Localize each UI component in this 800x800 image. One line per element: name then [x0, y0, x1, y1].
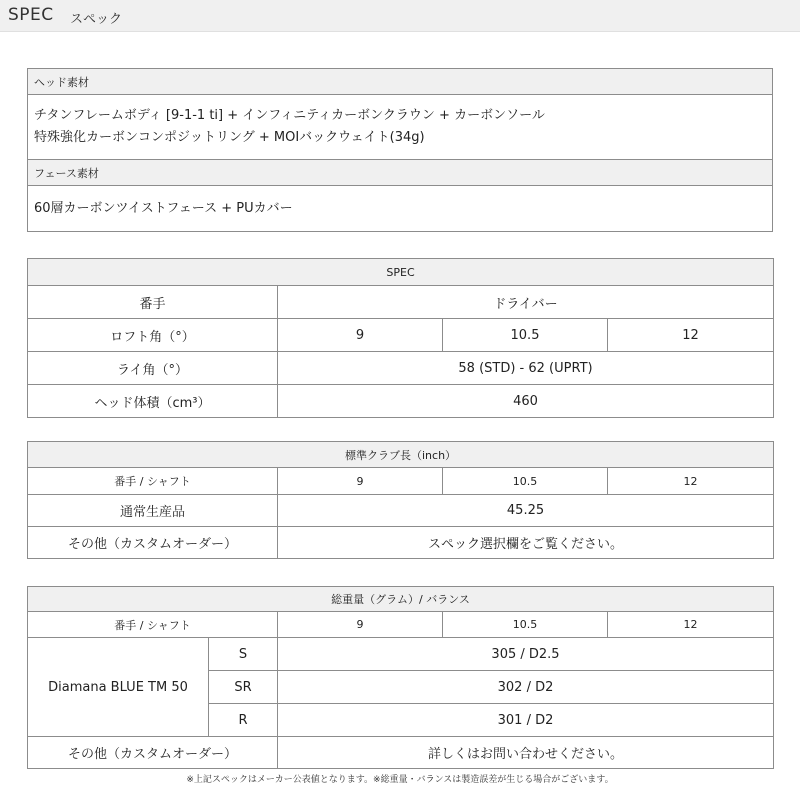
spec-loft-value: 9: [278, 319, 443, 352]
head-material-label: ヘッド素材: [28, 69, 773, 95]
page-header: [0, 0, 800, 32]
club-length-table: [27, 441, 774, 559]
spec-loft-value: 12: [608, 319, 774, 352]
head-material-value: [28, 95, 773, 160]
weight-flex-label: R: [209, 704, 278, 737]
weight-flex-value: 302 / D2: [278, 671, 774, 704]
club-length-loft: 9: [278, 468, 443, 495]
weight-custom-label: その他（カスタムオーダー）: [28, 737, 278, 769]
weight-loft: 9: [278, 612, 443, 638]
spec-table-title: SPEC: [28, 259, 774, 286]
weight-header-label: 番手 / シャフト: [28, 612, 278, 638]
weight-flex-value: 305 / D2.5: [278, 638, 774, 671]
materials-table: [27, 68, 773, 232]
weight-flex-label: SR: [209, 671, 278, 704]
head-material-line-1: チタンフレームボディ [9-1-1 ti] + インフィニティカーボンクラウン + カーボンソール: [34, 108, 545, 123]
spec-count-value: ドライバー: [278, 286, 774, 319]
club-length-standard-value: 45.25: [278, 495, 774, 527]
weight-flex-label: S: [209, 638, 278, 671]
face-material-value: 60層カーボンツイストフェース + PUカバー: [28, 186, 773, 232]
page-title: SPEC: [8, 5, 54, 25]
footnote: ※上記スペックはメーカー公表値となります。※総重量・バランスは製造誤差が生じる場合がございます。: [186, 775, 614, 785]
club-length-title: 標準クラブ長（inch）: [28, 442, 774, 468]
weight-balance-table: [27, 586, 774, 769]
weight-custom-value: 詳しくはお問い合わせください。: [278, 737, 774, 769]
weight-loft: 10.5: [443, 612, 608, 638]
face-material-label: フェース素材: [28, 160, 773, 186]
club-length-header-label: 番手 / シャフト: [28, 468, 278, 495]
weight-loft: 12: [608, 612, 774, 638]
head-material-line-2: 特殊強化カーボンコンポジットリング + MOIバックウェイト(34g): [34, 130, 425, 145]
spec-lie-label: ライ角（°）: [28, 352, 278, 385]
weight-balance-title: 総重量（グラム）/ バランス: [28, 587, 774, 612]
club-length-custom-value: スペック選択欄をご覧ください。: [278, 527, 774, 559]
spec-volume-label: ヘッド体積（cm³）: [28, 385, 278, 418]
weight-flex-value: 301 / D2: [278, 704, 774, 737]
club-length-loft: 10.5: [443, 468, 608, 495]
club-length-custom-label: その他（カスタムオーダー）: [28, 527, 278, 559]
club-length-standard-label: 通常生産品: [28, 495, 278, 527]
club-length-loft: 12: [608, 468, 774, 495]
spec-table: [27, 258, 774, 418]
spec-volume-value: 460: [278, 385, 774, 418]
spec-loft-value: 10.5: [443, 319, 608, 352]
spec-count-label: 番手: [28, 286, 278, 319]
spec-lie-value: 58 (STD) - 62 (UPRT): [278, 352, 774, 385]
page-subtitle: スペック: [70, 12, 123, 27]
weight-shaft-name: Diamana BLUE TM 50: [28, 638, 209, 737]
spec-loft-label: ロフト角（°）: [28, 319, 278, 352]
